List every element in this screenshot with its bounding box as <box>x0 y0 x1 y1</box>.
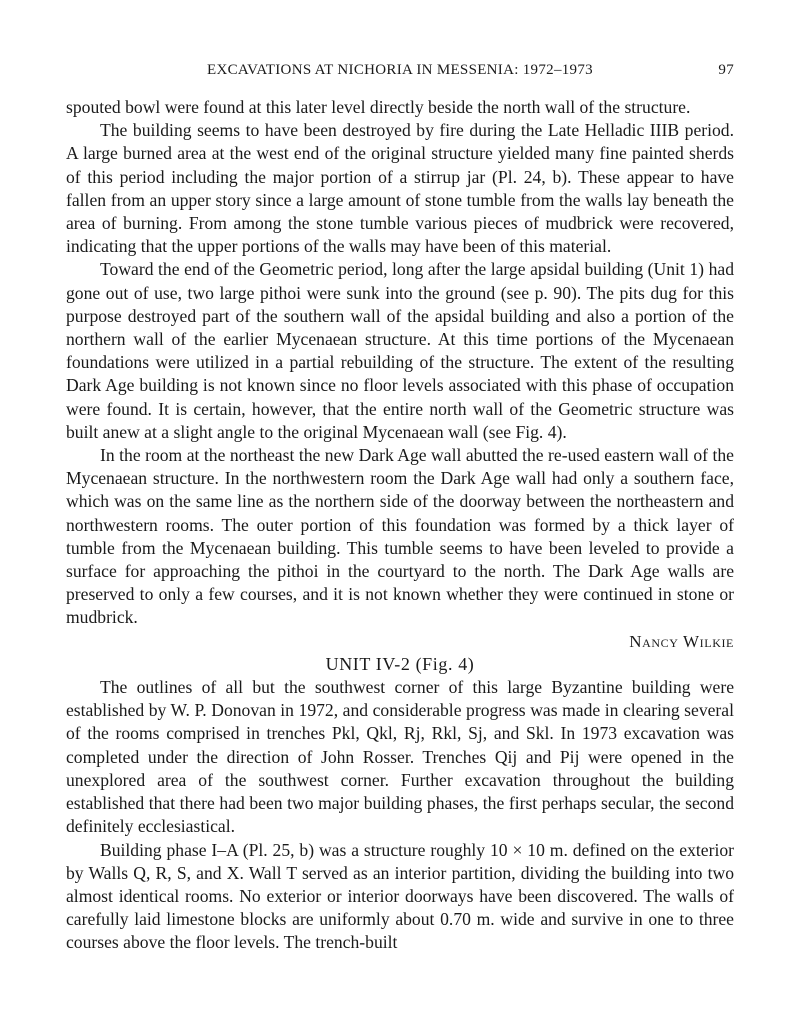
paragraph: The building seems to have been destroyed by fire during the Late Helladic IIIB period. A large burned area at the west end of the original structure yielded many fine painted sherds of this period including the major portion of a stirrup jar (Pl. 24, b). These appear to have fallen from an upper story since a large amount of stone tumble from the walls lay beneath the area of burning. From among the stone tumble various pieces of mudbrick were recovered, indicating that the upper portions of the walls may have been of this material. <box>66 120 734 257</box>
page-number: 97 <box>718 62 734 78</box>
running-title: EXCAVATIONS AT NICHORIA IN MESSENIA: 1972–1973 <box>207 62 593 78</box>
paragraph: Toward the end of the Geometric period, long after the large apsidal building (Unit 1) had gone out of use, two large pithoi were sunk into the ground (see p. 90). The pits dug for this purpose destroyed part of the southern wall of the apsidal building and also a portion of the northern wall of the earlier Mycenaean structure. At this time portions of the Mycenaean foundations were utilized in a partial rebuilding of the structure. The extent of the resulting Dark Age building is not known since no floor levels associated with this phase of occupation were found. It is certain, however, that the entire north wall of the Geometric structure was built anew at a slight angle to the original Mycenaean wall (see Fig. 4). <box>66 259 734 442</box>
paragraph: In the room at the northeast the new Dark Age wall abutted the re-used eastern wall of the Mycenaean structure. In the northwestern room the Dark Age wall had only a southern face, which was on the same line as the northern side of the doorway between the northeastern and northwestern rooms. The outer portion of this foundation was formed by a thick layer of tumble from the Mycenaean building. This tumble seems to have been leveled to provide a surface for approaching the pithoi in the courtyard to the north. The Dark Age walls are preserved to only a few courses, and it is not known whether they were continued in stone or mudbrick. <box>66 445 734 628</box>
author-signature: Nancy Wilkie <box>629 631 734 651</box>
paragraph: The outlines of all but the southwest corner of this large Byzantine building were established by W. P. Donovan in 1972, and considerable progress was made in clearing several of the rooms comprised in trenches Pkl, Qkl, Rj, Rkl, Sj, and Skl. In 1973 excavation was completed under the direction of John Rosser. Trenches Qij and Pij were opened in the unexplored area of the southwest corner. Further excavation throughout the building established that there had been two major building phases, the first perhaps secular, the second definitely ecclesiastical. <box>66 677 734 837</box>
paragraph-continued: spouted bowl were found at this later level directly beside the north wall of the structure. <box>66 97 691 117</box>
paragraph: Building phase I–A (Pl. 25, b) was a structure roughly 10 × 10 m. defined on the exterior by Walls Q, R, S, and X. Wall T served as an interior partition, dividing the building into two almost identical rooms. No exterior or interior doorways have been discovered. The walls of carefully laid limestone blocks are uniformly about 0.70 m. wide and survive in one to three courses above the floor levels. The trench-built <box>66 839 734 953</box>
body-text <box>66 96 734 955</box>
section-heading: UNIT IV-2 (Fig. 4) <box>325 653 475 674</box>
running-head <box>66 62 734 84</box>
